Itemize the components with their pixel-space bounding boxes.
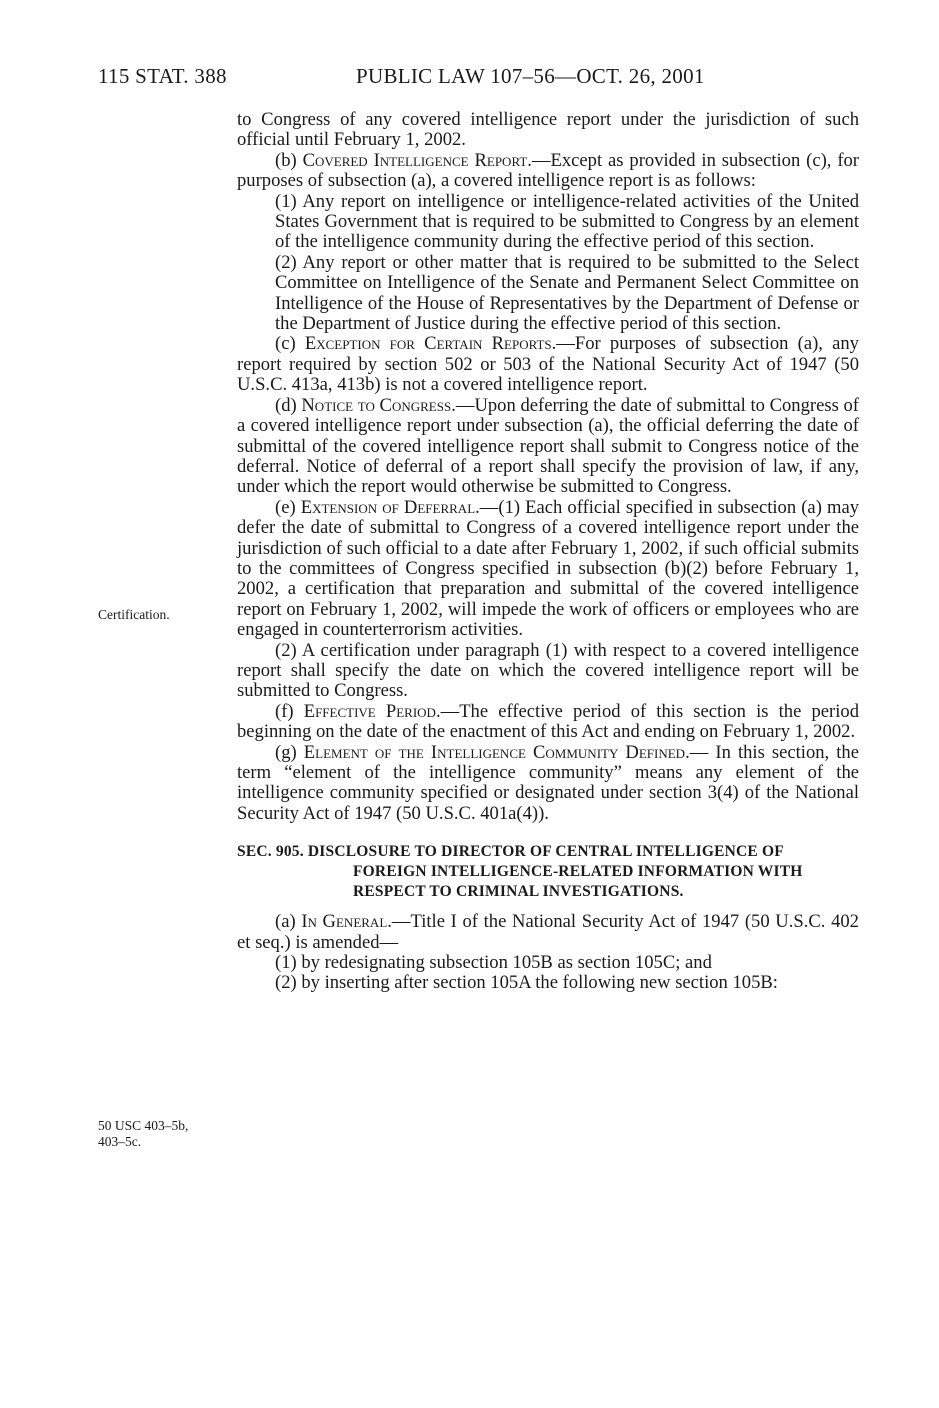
page-header-title: PUBLIC LAW 107–56—OCT. 26, 2001 <box>356 64 705 88</box>
paragraph-a1: (1) by redesignating subsection 105B as section 105C; and <box>275 952 712 974</box>
paragraph-a2: (2) by inserting after section 105A the following new section 105B: <box>275 972 778 994</box>
subsection-b: (b) Covered Intelligence Report.—Except as provided in subsection (c), for purposes of subsection (a), a covered intelligence report is as follows: <box>237 149 859 192</box>
margin-note-usc: 50 USC 403–5b, 403–5c. <box>98 1118 189 1149</box>
subsection-c-heading: Exception for Certain Reports <box>304 333 552 355</box>
paragraph-b1: (1) Any report on intelligence or intelligence-related activities of the United States Government that is required to be submitted to Congress by an element of the intelligence community during the effective period of this section. <box>275 190 859 253</box>
subsection-f: (f) Effective Period.—The effective period of this section is the period beginning on the date of the enactment of this Act and ending on February 1, 2002. <box>237 700 859 743</box>
section-number-line: SEC. 905. DISCLOSURE TO DIRECTOR OF CENTRAL INTELLIGENCE OF <box>237 843 784 861</box>
subsection-e-heading: Extension of Deferral <box>300 496 476 518</box>
margin-note-certification: Certification. <box>98 607 170 622</box>
subsection-d-heading: Notice to Congress <box>301 394 452 416</box>
subsection-b-heading: Covered Intelligence Report <box>302 149 528 171</box>
page-stat-number: 115 STAT. 388 <box>98 64 227 88</box>
paragraph-e2: (2) A certification under paragraph (1) with respect to a covered intelligence report shall specify the date on which the covered intelligence report will be submitted to Congress. <box>237 639 859 702</box>
subsection-d: (d) Notice to Congress.—Upon deferring the date of submittal to Congress of a covered intelligence report under subsection (a), the official deferring the date of submittal of the covered intelligence report shall submit to Congress notice of the deferral. Notice of deferral of a report shall specify the provision of law, if any, under which the report would otherwise be submitted to Congress. <box>237 394 859 498</box>
subsection-a-heading: In General <box>301 911 388 933</box>
document-body <box>237 110 859 994</box>
section-heading <box>237 842 859 902</box>
paragraph-b2: (2) Any report or other matter that is required to be submitted to the Select Committee on Intelligence of the Senate and Permanent Select Committee on Intelligence of the House of Representatives by the Department of Defense or the Department of Justice during the effective period of this section. <box>275 251 859 335</box>
section-title: FOREIGN INTELLIGENCE-RELATED INFORMATION WITH RESPECT TO CRIMINAL INVESTIGATIONS. <box>353 863 803 901</box>
subsection-g-heading: Element of the Intelligence Community Defined <box>303 741 686 763</box>
subsection-a: (a) In General.—Title I of the National Security Act of 1947 (50 U.S.C. 402 et seq.) is amended— <box>237 911 859 953</box>
subsection-c: (c) Exception for Certain Reports.—For purposes of subsection (a), any report required by section 502 or 503 of the National Security Act of 1947 (50 U.S.C. 413a, 413b) is not a covered intelligence report. <box>237 333 859 396</box>
subsection-f-heading: Effective Period <box>303 700 436 722</box>
paragraph-continuation: to Congress of any covered intelligence report under the jurisdiction of such official until February 1, 2002. <box>237 109 859 151</box>
subsection-g: (g) Element of the Intelligence Community Defined.— In this section, the term “element of the intelligence community” means any element of the intelligence community specified or designated under section 3(4) of the National Security Act of 1947 (50 U.S.C. 401a(4)). <box>237 741 859 824</box>
subsection-e: (e) Extension of Deferral.—(1) Each official specified in subsection (a) may defer the date of submittal to Congress of a covered intelligence report under the jurisdiction of such official to a date after February 1, 2002, if such official submits to the committees of Congress specified in subsection (b)(2) before February 1, 2002, a certification that preparation and submittal of the covered intelligence report on February 1, 2002, will impede the work of officers or employees who are engaged in counterterrorism activities. <box>237 496 859 641</box>
